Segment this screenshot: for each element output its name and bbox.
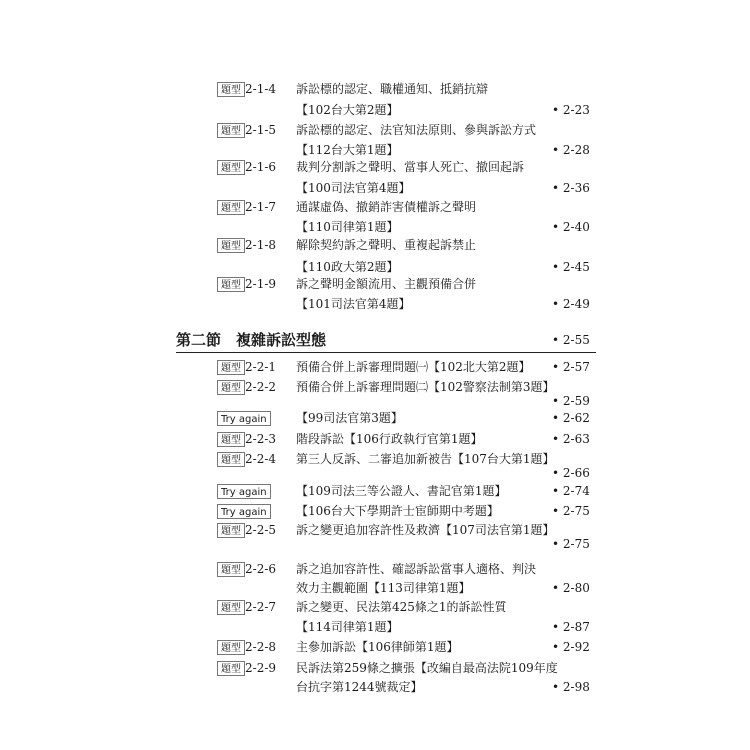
- entry-tag: 題型: [217, 432, 245, 447]
- entry-code: 2-1-6: [245, 160, 277, 174]
- entry-page: • 2-23: [552, 103, 590, 117]
- entry-source: 效力主觀範圍【113司律第1題】: [296, 581, 471, 595]
- entry-code: 2-1-7: [245, 200, 277, 214]
- entry-page: • 2-40: [552, 220, 590, 234]
- entry-tag: 題型: [217, 600, 245, 615]
- entry-tag: 題型: [217, 200, 245, 215]
- entry-title: 民訴法第259條之擴張【改編自最高法院109年度: [296, 661, 558, 675]
- entry-title: 【106台大下學期許士宦師期中考題】: [296, 504, 499, 518]
- entry-page: • 2-57: [552, 360, 590, 374]
- try-again-tag: Try again: [217, 484, 271, 499]
- entry-code: 2-2-3: [245, 432, 277, 446]
- entry-code: 2-2-7: [245, 600, 277, 614]
- entry-page: • 2-75: [552, 537, 590, 551]
- entry-page: • 2-45: [552, 260, 590, 274]
- entry-code: 2-1-5: [245, 123, 277, 137]
- entry-code: 2-2-4: [245, 452, 277, 466]
- entry-title: 訴訟標的認定、法官知法原則、參與訴訟方式: [296, 123, 537, 137]
- entry-title: 【99司法官第3題】: [296, 411, 403, 425]
- entry-page: • 2-75: [552, 504, 590, 518]
- entry-title: 裁判分割訴之聲明、當事人死亡、撤回起訴: [296, 160, 525, 174]
- entry-code: 2-1-9: [245, 277, 277, 291]
- entry-page: • 2-87: [552, 620, 590, 634]
- entry-title: 階段訴訟【106行政執行官第1題】: [296, 432, 483, 446]
- entry-code: 2-2-2: [245, 380, 277, 394]
- section-divider: [176, 352, 596, 353]
- entry-source: 【110司律第1題】: [296, 220, 399, 234]
- entry-code: 2-2-9: [245, 661, 277, 675]
- entry-title: 訴之變更追加容許性及救濟【107司法官第1題】: [296, 523, 555, 537]
- entry-title: 訴訟標的認定、職權通知、抵銷抗辯: [296, 82, 489, 96]
- entry-tag: 題型: [217, 452, 245, 467]
- entry-code: 2-1-8: [245, 238, 277, 252]
- entry-title: 通謀虛偽、撤銷詐害債權訴之聲明: [296, 200, 477, 214]
- entry-page: • 2-66: [552, 466, 590, 480]
- entry-source: 【110政大第2題】: [296, 260, 399, 274]
- entry-page: • 2-63: [552, 432, 590, 446]
- entry-tag: 題型: [217, 160, 245, 175]
- entry-code: 2-2-8: [245, 640, 277, 654]
- entry-title: 解除契約訴之聲明、重複起訴禁止: [296, 238, 477, 252]
- entry-tag: 題型: [217, 523, 245, 538]
- entry-page: • 2-98: [552, 680, 590, 694]
- entry-title: 訴之聲明金額流用、主觀預備合併: [296, 277, 477, 291]
- entry-title: 預備合併上訴審理問題㈠【102北大第2題】: [296, 360, 531, 374]
- entry-page: • 2-74: [552, 484, 590, 498]
- entry-page: • 2-28: [552, 143, 590, 157]
- entry-tag: 題型: [217, 82, 245, 97]
- entry-page: • 2-59: [552, 394, 590, 408]
- entry-source: 台抗字第1244號裁定】: [296, 680, 423, 694]
- entry-tag: 題型: [217, 238, 245, 253]
- entry-page: • 2-49: [552, 297, 590, 311]
- entry-code: 2-2-5: [245, 523, 277, 537]
- entry-code: 2-2-1: [245, 360, 277, 374]
- entry-code: 2-2-6: [245, 562, 277, 576]
- entry-title: 第三人反訴、二審追加新被告【107台大第1題】: [296, 452, 555, 466]
- entry-tag: 題型: [217, 277, 245, 292]
- entry-title: 主參加訴訟【106律師第1題】: [296, 640, 459, 654]
- entry-page: • 2-62: [552, 411, 590, 425]
- entry-tag: 題型: [217, 123, 245, 138]
- entry-title: 訴之變更、民法第425條之1的訴訟性質: [296, 600, 507, 614]
- entry-tag: 題型: [217, 380, 245, 395]
- entry-source: 【100司法官第4題】: [296, 181, 411, 195]
- entry-page: • 2-80: [552, 581, 590, 595]
- entry-source: 【114司律第1題】: [296, 620, 399, 634]
- entry-title: 預備合併上訴審理問題㈡【102警察法制第3題】: [296, 380, 555, 394]
- section-page: • 2-55: [552, 333, 590, 347]
- entry-source: 【112台大第1題】: [296, 143, 399, 157]
- entry-tag: 題型: [217, 640, 245, 655]
- entry-page: • 2-92: [552, 640, 590, 654]
- entry-page: • 2-36: [552, 181, 590, 195]
- entry-tag: 題型: [217, 360, 245, 375]
- section-heading: 第二節 複雜訴訟型態: [176, 331, 327, 349]
- try-again-tag: Try again: [217, 504, 271, 519]
- entry-title: 訴之追加容許性、確認訴訟當事人適格、判決: [296, 562, 537, 576]
- entry-tag: 題型: [217, 661, 245, 676]
- try-again-tag: Try again: [217, 411, 271, 426]
- entry-code: 2-1-4: [245, 82, 277, 96]
- entry-source: 【101司法官第4題】: [296, 297, 411, 311]
- entry-tag: 題型: [217, 562, 245, 577]
- entry-source: 【102台大第2題】: [296, 103, 399, 117]
- entry-title: 【109司法三等公證人、書記官第1題】: [296, 484, 507, 498]
